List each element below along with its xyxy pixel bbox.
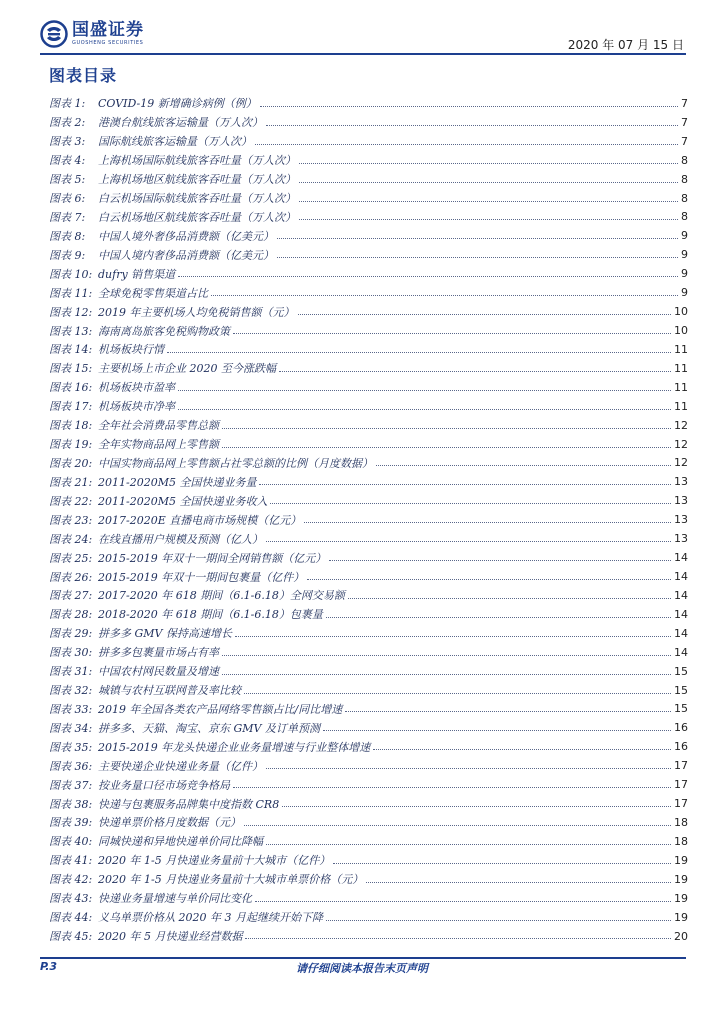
toc-entry-label: 图表 6: — [49, 192, 86, 206]
toc-entry-label: 图表 39: — [49, 816, 93, 830]
toc-dot-leader — [373, 748, 671, 750]
toc-entry-title: 2018-2020 年 618 期间（6.1-6.18）包裹量 — [98, 608, 323, 622]
toc-entry-label: 图表 34: — [49, 721, 93, 735]
toc-entry[interactable] — [49, 548, 688, 567]
toc-entry-page: 17 — [674, 797, 688, 811]
toc-entry-label: 图表 4: — [49, 154, 86, 168]
toc-dot-leader — [260, 105, 678, 107]
toc-entry-page: 7 — [681, 134, 688, 148]
toc-dot-leader — [329, 559, 671, 561]
toc-entry-title: 中国人境内奢侈品消费额（亿美元） — [98, 248, 274, 262]
toc-entry-title: 快递业务量增速与单价同比变化 — [98, 892, 252, 906]
toc-entry-label: 图表 30: — [49, 646, 93, 660]
toc-entry-title: 白云机场国际航线旅客吞吐量（万人次） — [98, 192, 296, 206]
toc-entry[interactable] — [49, 132, 688, 151]
toc-entry[interactable] — [49, 756, 688, 775]
toc-entry-label: 图表 33: — [49, 702, 93, 716]
toc-dot-leader — [277, 237, 678, 239]
toc-entry-label: 图表 15: — [49, 362, 93, 376]
toc-entry-title: 2011-2020M5 全国快递业务量 — [98, 475, 257, 489]
toc-entry[interactable] — [49, 870, 688, 889]
toc-entry-label: 图表 41: — [49, 854, 93, 868]
toc-entry[interactable] — [49, 151, 688, 170]
toc-entry-page: 12 — [674, 418, 688, 432]
toc-entry-page: 9 — [681, 286, 688, 300]
toc-dot-leader — [299, 162, 678, 164]
toc-entry-page: 14 — [674, 551, 688, 565]
header-divider — [40, 53, 686, 55]
toc-entry[interactable] — [49, 340, 688, 359]
toc-entry-title: 2017-2020E 直播电商市场规模（亿元） — [98, 513, 302, 527]
logo-text — [72, 21, 144, 47]
toc-dot-leader — [266, 540, 671, 542]
toc-dot-leader — [266, 767, 671, 769]
toc-dot-leader — [255, 900, 671, 902]
toc-entry[interactable] — [49, 170, 688, 189]
toc-entry-page: 11 — [674, 399, 688, 413]
toc-entry-title: 拼多多、天猫、淘宝、京东 GMV 及订单预测 — [98, 721, 320, 735]
toc-entry[interactable] — [49, 94, 688, 113]
toc-dot-leader — [266, 843, 671, 845]
toc-dot-leader — [348, 597, 671, 599]
toc-entry-title: 2011-2020M5 全国快递业务收入 — [98, 494, 268, 508]
toc-entry-title: 机场板块市盈率 — [98, 381, 175, 395]
toc-entry-page: 19 — [674, 872, 688, 886]
toc-entry-label: 图表 16: — [49, 381, 93, 395]
toc-entry-label: 图表 18: — [49, 419, 93, 433]
toc-entry-page: 7 — [681, 96, 688, 110]
toc-entry-label: 图表 45: — [49, 930, 93, 944]
toc-entry-page: 17 — [674, 778, 688, 792]
toc-dot-leader — [298, 313, 672, 315]
toc-entry-label: 图表 9: — [49, 248, 86, 262]
toc-entry-page: 16 — [674, 721, 688, 735]
toc-entry-title: 上海机场国际航线旅客吞吐量（万人次） — [98, 154, 296, 168]
toc-entry-page: 14 — [674, 645, 688, 659]
toc-entry-label: 图表 8: — [49, 229, 86, 243]
toc-entry-title: 2015-2019 年双十一期间包裹量（亿件） — [98, 570, 305, 584]
toc-dot-leader — [178, 408, 671, 410]
toc-entry-title: COVID-19 新增确诊病例（例） — [98, 97, 257, 111]
toc-dot-leader — [178, 389, 671, 391]
toc-entry-title: 全年社会消费品零售总额 — [98, 419, 219, 433]
toc-dot-leader — [270, 502, 671, 504]
toc-entry-page: 9 — [681, 229, 688, 243]
toc-entry-title: 2017-2020 年 618 期间（6.1-6.18）全网交易额 — [98, 589, 345, 603]
toc-entry[interactable] — [49, 321, 688, 340]
toc-entry-label: 图表 10: — [49, 267, 93, 281]
toc-entry[interactable] — [49, 851, 688, 870]
toc-entry[interactable] — [49, 491, 688, 510]
toc-entry-title: 在线直播用户规模及预测（亿人） — [98, 532, 263, 546]
section-title: 图表目录 — [49, 66, 118, 85]
toc-dot-leader — [304, 521, 671, 523]
toc-entry-page: 17 — [674, 759, 688, 773]
toc-entry-title: 上海机场地区航线旅客吞吐量（万人次） — [98, 173, 296, 187]
toc-dot-leader — [307, 578, 671, 580]
toc-entry-title: 中国人境外奢侈品消费额（亿美元） — [98, 229, 274, 243]
toc-entry-label: 图表 12: — [49, 305, 93, 319]
toc-entry-page: 12 — [674, 456, 688, 470]
toc-entry-label: 图表 20: — [49, 456, 93, 470]
toc-entry-label: 图表 40: — [49, 835, 93, 849]
toc-entry-page: 16 — [674, 740, 688, 754]
toc-entry[interactable] — [49, 302, 688, 321]
toc-entry-label: 图表 23: — [49, 513, 93, 527]
toc-entry-label: 图表 44: — [49, 911, 93, 925]
toc-entry-page: 20 — [674, 929, 688, 943]
toc-entry-page: 11 — [674, 342, 688, 356]
toc-dot-leader — [366, 881, 671, 883]
toc-entry-page: 14 — [674, 607, 688, 621]
toc-dot-leader — [277, 256, 678, 258]
toc-entry-title: 拼多多 GMV 保持高速增长 — [98, 627, 232, 641]
toc-entry-title: 主要快递企业快递业务量（亿件） — [98, 759, 263, 773]
toc-entry[interactable] — [49, 586, 688, 605]
toc-entry-label: 图表 31: — [49, 665, 93, 679]
toc-dot-leader — [326, 616, 671, 618]
toc-entry-page: 18 — [674, 834, 688, 848]
toc-dot-leader — [255, 143, 678, 145]
toc-entry-title: 全年实物商品网上零售额 — [98, 438, 219, 452]
toc-entry-title: 按业务量口径市场竞争格局 — [98, 778, 230, 792]
toc-entry[interactable] — [49, 359, 688, 378]
toc-entry-label: 图表 2: — [49, 116, 86, 130]
toc-entry-title: 机场板块行情 — [98, 343, 164, 357]
toc-entry-title: 2020 年 1-5 月快递业务量前十大城市单票价格（元） — [98, 873, 364, 887]
toc-entry-label: 图表 7: — [49, 210, 86, 224]
logo-name: 国盛证券 — [72, 20, 144, 40]
toc-entry[interactable] — [49, 397, 688, 416]
toc-dot-leader — [233, 332, 671, 334]
toc-entry-page: 13 — [674, 494, 688, 508]
toc-entry[interactable] — [49, 567, 688, 586]
toc-entry-title: 港澳台航线旅客运输量（万人次） — [98, 116, 263, 130]
toc-entry-label: 图表 26: — [49, 570, 93, 584]
toc-entry-page: 8 — [681, 191, 688, 205]
toc-entry-label: 图表 28: — [49, 608, 93, 622]
toc-dot-leader — [266, 124, 678, 126]
toc-entry-title: 快递单票价格月度数据（元） — [98, 816, 241, 830]
toc-entry[interactable] — [49, 775, 688, 794]
toc-entry-title: 2019 年全国各类农产品网络零售额占比/同比增速 — [98, 702, 343, 716]
toc-entry[interactable] — [49, 927, 688, 946]
toc-entry-page: 11 — [674, 361, 688, 375]
toc-entry-label: 图表 42: — [49, 873, 93, 887]
toc-dot-leader — [299, 218, 678, 220]
toc-entry-page: 8 — [681, 210, 688, 224]
toc-entry[interactable] — [49, 283, 688, 302]
toc-dot-leader — [333, 862, 671, 864]
toc-dot-leader — [245, 937, 671, 939]
toc-dot-leader — [167, 351, 671, 353]
table-of-figures — [49, 94, 688, 945]
toc-entry-page: 14 — [674, 588, 688, 602]
toc-entry[interactable] — [49, 189, 688, 208]
toc-entry[interactable] — [49, 908, 688, 927]
toc-entry-page: 7 — [681, 115, 688, 129]
toc-entry-page: 19 — [674, 910, 688, 924]
toc-entry-label: 图表 36: — [49, 759, 93, 773]
page-number: P.3 — [40, 960, 58, 973]
toc-entry-title: 机场板块市净率 — [98, 400, 175, 414]
toc-entry[interactable] — [49, 605, 688, 624]
toc-entry[interactable] — [49, 662, 688, 681]
toc-entry-label: 图表 11: — [49, 286, 93, 300]
toc-entry[interactable] — [49, 700, 688, 719]
toc-dot-leader — [222, 427, 671, 429]
toc-entry-label: 图表 29: — [49, 627, 93, 641]
toc-entry-page: 15 — [674, 702, 688, 716]
toc-dot-leader — [222, 673, 671, 675]
toc-entry[interactable] — [49, 718, 688, 737]
toc-entry[interactable] — [49, 529, 688, 548]
toc-entry-page: 8 — [681, 153, 688, 167]
toc-entry-label: 图表 3: — [49, 135, 86, 149]
toc-dot-leader — [178, 275, 678, 277]
toc-entry[interactable] — [49, 245, 688, 264]
toc-entry-label: 图表 27: — [49, 589, 93, 603]
toc-entry[interactable] — [49, 737, 688, 756]
toc-entry-page: 14 — [674, 570, 688, 583]
logo-subtitle: GUOSHENG SECURITIES — [72, 40, 144, 46]
toc-dot-leader — [299, 200, 678, 202]
toc-entry-page: 10 — [674, 305, 688, 319]
toc-dot-leader — [323, 729, 671, 731]
toc-dot-leader — [233, 786, 671, 788]
toc-entry-title: 2020 年 5 月快递业经营数据 — [98, 930, 243, 944]
toc-dot-leader — [211, 294, 678, 296]
toc-dot-leader — [244, 824, 671, 826]
toc-entry-page: 9 — [681, 267, 688, 281]
toc-entry-title: 2020 年 1-5 月快递业务量前十大城市（亿件） — [98, 854, 331, 868]
toc-dot-leader — [222, 654, 671, 656]
toc-entry-title: 2019 年主要机场人均免税销售额（元） — [98, 305, 295, 319]
toc-entry-title: 快递与包裹服务品牌集中度指数 CR8 — [98, 797, 280, 811]
toc-entry-label: 图表 21: — [49, 475, 93, 489]
toc-dot-leader — [279, 370, 671, 372]
toc-entry-title: 国际航线旅客运输量（万人次） — [98, 135, 252, 149]
footer-divider — [40, 957, 686, 959]
toc-dot-leader — [345, 710, 671, 712]
toc-entry-page: 18 — [674, 815, 688, 829]
toc-entry[interactable] — [49, 832, 688, 851]
toc-entry-label: 图表 43: — [49, 892, 93, 906]
toc-entry[interactable] — [49, 681, 688, 700]
toc-dot-leader — [222, 446, 671, 448]
guosheng-logo-icon — [40, 20, 68, 48]
toc-entry-title: 中国实物商品网上零售额占社零总额的比例（月度数据） — [98, 456, 373, 470]
toc-entry-title: 2015-2019 年双十一期间全网销售额（亿元） — [98, 551, 327, 565]
toc-entry[interactable] — [49, 435, 688, 454]
toc-entry[interactable] — [49, 510, 688, 529]
toc-entry-page: 11 — [674, 380, 688, 394]
toc-entry-page: 13 — [674, 475, 688, 489]
toc-entry-title: 主要机场上市企业 2020 至今涨跌幅 — [98, 362, 276, 376]
toc-entry[interactable] — [49, 889, 688, 908]
company-logo — [40, 20, 144, 48]
toc-entry[interactable] — [49, 813, 688, 832]
toc-entry-label: 图表 13: — [49, 324, 93, 338]
toc-entry-label: 图表 24: — [49, 532, 93, 546]
toc-entry-label: 图表 38: — [49, 797, 93, 811]
toc-entry[interactable] — [49, 454, 688, 473]
toc-entry-title: 中国农村网民数量及增速 — [98, 665, 219, 679]
toc-dot-leader — [244, 692, 671, 694]
toc-entry[interactable] — [49, 226, 688, 245]
toc-entry-label: 图表 32: — [49, 684, 93, 698]
toc-entry-title: 城镇与农村互联网普及率比较 — [98, 684, 241, 698]
toc-entry-page: 19 — [674, 891, 688, 905]
toc-entry-title: 白云机场地区航线旅客吞吐量（万人次） — [98, 210, 296, 224]
toc-entry-title: 全球免税零售渠道占比 — [98, 286, 208, 300]
toc-entry-page: 12 — [674, 437, 688, 451]
toc-entry-title: 海南离岛旅客免税购物政策 — [98, 324, 230, 338]
toc-entry[interactable] — [49, 264, 688, 283]
toc-dot-leader — [259, 483, 671, 485]
toc-entry[interactable] — [49, 113, 688, 132]
toc-entry-page: 15 — [674, 683, 688, 697]
toc-entry-label: 图表 1: — [49, 97, 86, 111]
toc-entry-page: 15 — [674, 664, 688, 678]
toc-entry-page: 19 — [674, 853, 688, 867]
toc-entry[interactable] — [49, 624, 688, 643]
toc-entry-label: 图表 5: — [49, 173, 86, 187]
toc-entry-title: 同城快递和异地快递单价同比降幅 — [98, 835, 263, 849]
toc-entry-label: 图表 17: — [49, 400, 93, 414]
toc-entry[interactable] — [49, 643, 688, 662]
toc-entry[interactable] — [49, 208, 688, 227]
toc-dot-leader — [282, 805, 671, 807]
toc-entry-label: 图表 37: — [49, 778, 93, 792]
disclaimer-note: 请仔细阅读本报告末页声明 — [296, 962, 428, 975]
toc-dot-leader — [376, 464, 671, 466]
toc-dot-leader — [326, 919, 671, 921]
report-date: 2020 年 07 月 15 日 — [567, 38, 684, 52]
toc-entry-title: 2015-2019 年龙头快递企业业务量增速与行业整体增速 — [98, 740, 371, 754]
toc-entry-label: 图表 25: — [49, 551, 93, 565]
toc-entry[interactable] — [49, 416, 688, 435]
toc-dot-leader — [299, 181, 678, 183]
toc-entry-page: 10 — [674, 324, 688, 338]
toc-entry-page: 8 — [681, 172, 688, 186]
toc-dot-leader — [235, 635, 671, 637]
toc-entry-label: 图表 35: — [49, 740, 93, 754]
page-header — [0, 0, 724, 54]
toc-entry[interactable] — [49, 794, 688, 813]
toc-entry[interactable] — [49, 378, 688, 397]
toc-entry-page: 13 — [674, 513, 688, 527]
toc-entry-page: 14 — [674, 626, 688, 640]
toc-entry[interactable] — [49, 472, 688, 491]
toc-entry-label: 图表 14: — [49, 343, 93, 357]
toc-entry-title: 义乌单票价格从 2020 年 3 月起继续开始下降 — [98, 911, 323, 925]
toc-entry-label: 图表 19: — [49, 438, 93, 452]
toc-entry-page: 13 — [674, 532, 688, 546]
toc-entry-label: 图表 22: — [49, 494, 93, 508]
toc-entry-title: dufry 销售渠道 — [98, 267, 176, 281]
toc-entry-title: 拼多多包裹量市场占有率 — [98, 646, 219, 660]
toc-entry-page: 9 — [681, 248, 688, 262]
